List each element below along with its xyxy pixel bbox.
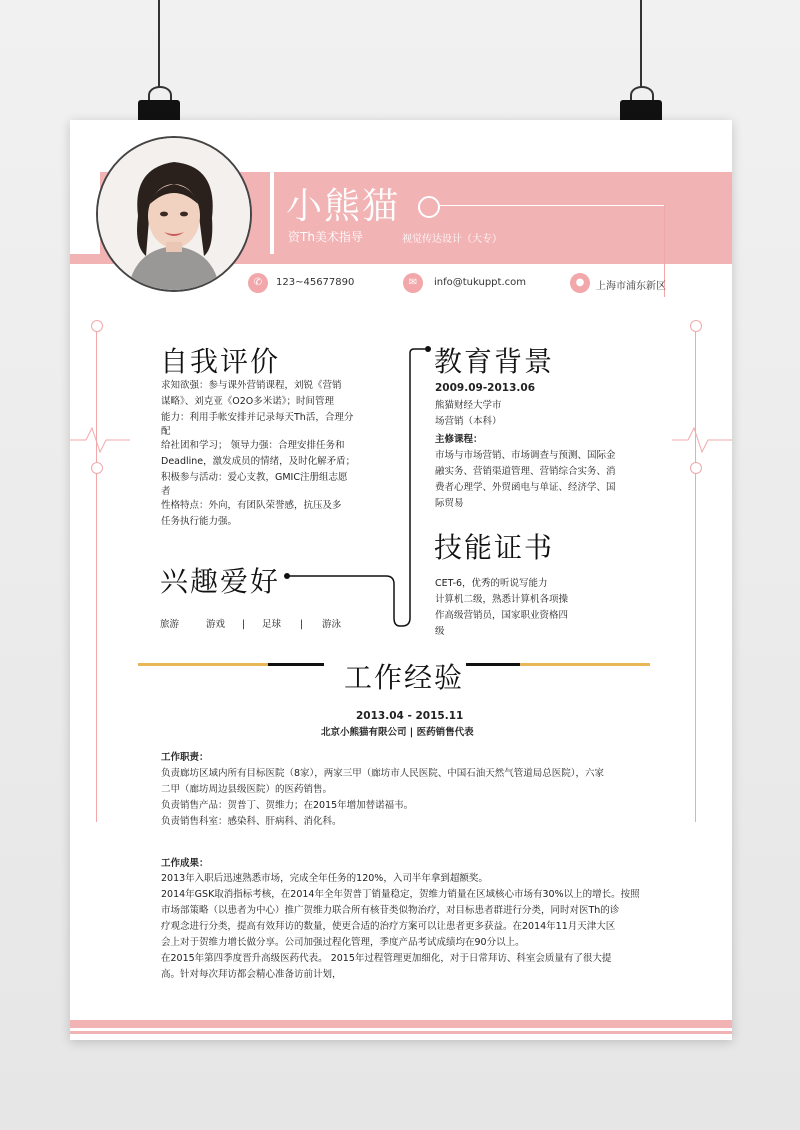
duties-label: 工作职责： [161, 752, 209, 763]
result-line: 市场部策略（以患者为中心）推广贺维力联合所有核苷类似物治疗，对目标患者群进行分类，同时对医Th的诊 [161, 905, 620, 916]
course-line: 市场与市场营销、市场调查与预测、国际金 [435, 450, 616, 461]
hobby-item: 旅游 [160, 619, 180, 630]
candidate-name: 小熊猫 [286, 186, 401, 227]
result-line: 疗观念进行分类，提高有效拜访的数量，使更合适的治疗方案可以让患者更多获益。在2014年11月天津大区 [161, 921, 616, 932]
right-decor-line [695, 322, 696, 822]
result-line: 高。针对每次拜访都会精心准备访前计划， [161, 969, 342, 980]
work-divider-gold-right [520, 663, 650, 666]
self-eval-text [161, 378, 355, 530]
hobby-item: 游戏 [206, 619, 226, 630]
skill-line: 作高级营销员，国家职业资格四 [435, 610, 569, 621]
phone-text: 123~45677890 [276, 277, 355, 288]
courses-text [435, 448, 616, 512]
hobby-item: 足球 [262, 619, 282, 630]
avatar-photo [96, 136, 252, 292]
phone-icon: ✆ [248, 273, 268, 293]
self-eval-line: 性格特点：外向，有团队荣誉感，抗压及多 [161, 500, 342, 511]
skill-line: 计算机二级，熟悉计算机各项操 [435, 594, 569, 605]
address-text: 上海市浦东新区 [596, 281, 666, 292]
self-eval-line: 求知欲强：参与课外营销课程，刘锐《营销 [161, 380, 342, 391]
left-decor-circle-top [91, 320, 103, 332]
results-text [161, 871, 640, 983]
job-title: 资Th美术指导 [288, 230, 363, 244]
hobby-separator: | [300, 619, 304, 630]
hanging-string-right [640, 0, 642, 88]
skills-heading: 技能证书 [434, 531, 555, 564]
self-eval-line: Deadline，激发成员的情绪，及时化解矛盾； [161, 456, 356, 467]
course-line: 费者心理学、外贸函电与单证、经济学、国 [435, 482, 616, 493]
work-divider-gold-left [138, 663, 268, 666]
hobby-separator: | [242, 619, 246, 630]
hobby-item: 游泳 [322, 619, 342, 630]
result-line: 2014年GSK取消指标考核，在2014年全年贺普丁销量稳定，贺维力销量在区域核心市场有30%以上的增长。按照 [161, 889, 640, 900]
education-school: 熊猫财经大学市 [435, 400, 502, 411]
self-eval-line: 能力：利用手帐安排并记录每天Th活，合理分 [161, 412, 354, 423]
work-divider-dark-right [466, 663, 520, 666]
self-eval-line: 任务执行能力强。 [161, 516, 238, 527]
self-eval-line: 积极参与活动：爱心支教，GMIC注册组志愿 [161, 472, 348, 483]
duty-line: 负责销售产品：贺普丁、贺维力；在2015年增加替诺福韦。 [161, 800, 414, 811]
header-line [438, 205, 664, 206]
education-period: 2009.09-2013.06 [435, 382, 536, 394]
skill-line: CET-6，优秀的听说写能力 [435, 578, 548, 589]
skill-line: 级 [435, 626, 445, 637]
left-decor-circle-bottom [91, 462, 103, 474]
work-period: 2013.04 - 2015.11 [356, 710, 464, 722]
hobbies-heading: 兴趣爱好 [160, 565, 281, 598]
duties-text [161, 766, 604, 830]
skills-text [435, 576, 568, 640]
course-line: 际贸易 [435, 498, 464, 509]
self-eval-line: 给社团和学习； 领导力强：合理安排任务和 [161, 440, 345, 451]
self-eval-heading: 自我评价 [160, 345, 281, 378]
work-divider-dark-left [268, 663, 324, 666]
left-decor-line [96, 322, 97, 822]
duty-line: 负责廊坊区域内所有目标医院（8家），两家三甲（廊坊市人民医院、中国石油天然气管道局总医院），六家 [161, 768, 605, 779]
degree-subtitle: 视觉传达设计（大专） [402, 234, 502, 245]
email-text: info@tukuppt.com [434, 277, 526, 288]
work-company: 北京小熊猫有限公司 | 医药销售代表 [321, 727, 474, 738]
left-zigzag [70, 420, 130, 460]
duty-line: 二甲（廊坊周边县级医院）的医药销售。 [161, 784, 333, 795]
course-line: 融实务、营销渠道管理、营销综合实务、消 [435, 466, 616, 477]
education-major: 场营销（本科） [435, 416, 502, 427]
right-decor-circle-top [690, 320, 702, 332]
right-decor-circle-bottom [690, 462, 702, 474]
result-line: 会上对于贺维力增长做分享。公司加强过程化管理，季度产品考试成绩均在90分以上。 [161, 937, 525, 948]
hanging-string-left [158, 0, 160, 88]
self-eval-line: 配 [161, 426, 171, 437]
footer-thin-band [70, 1031, 732, 1034]
courses-label: 主修课程： [435, 434, 483, 445]
duty-line: 负责销售科室：感染科、肝病科、消化科。 [161, 816, 342, 827]
result-line: 2013年入职后迅速熟悉市场，完成全年任务的120%，入司半年拿到超额奖。 [161, 873, 488, 884]
header-divider [270, 172, 274, 254]
self-eval-line: 者 [161, 486, 171, 497]
right-zigzag [672, 420, 732, 460]
header-circle-marker [418, 196, 440, 218]
footer-band [70, 1020, 732, 1028]
work-heading: 工作经验 [344, 661, 465, 694]
results-label: 工作成果： [161, 858, 209, 869]
result-line: 在2015年第四季度晋升高级医药代表。 2015年过程管理更加细化，对于日常拜访、科室会质量有了很大提 [161, 953, 612, 964]
location-icon: ● [570, 273, 590, 293]
mail-icon: ✉ [403, 273, 423, 293]
education-heading: 教育背景 [434, 345, 555, 378]
self-eval-line: 谋略》、刘克亚《O2O多米诺》；时间管理 [161, 396, 334, 407]
